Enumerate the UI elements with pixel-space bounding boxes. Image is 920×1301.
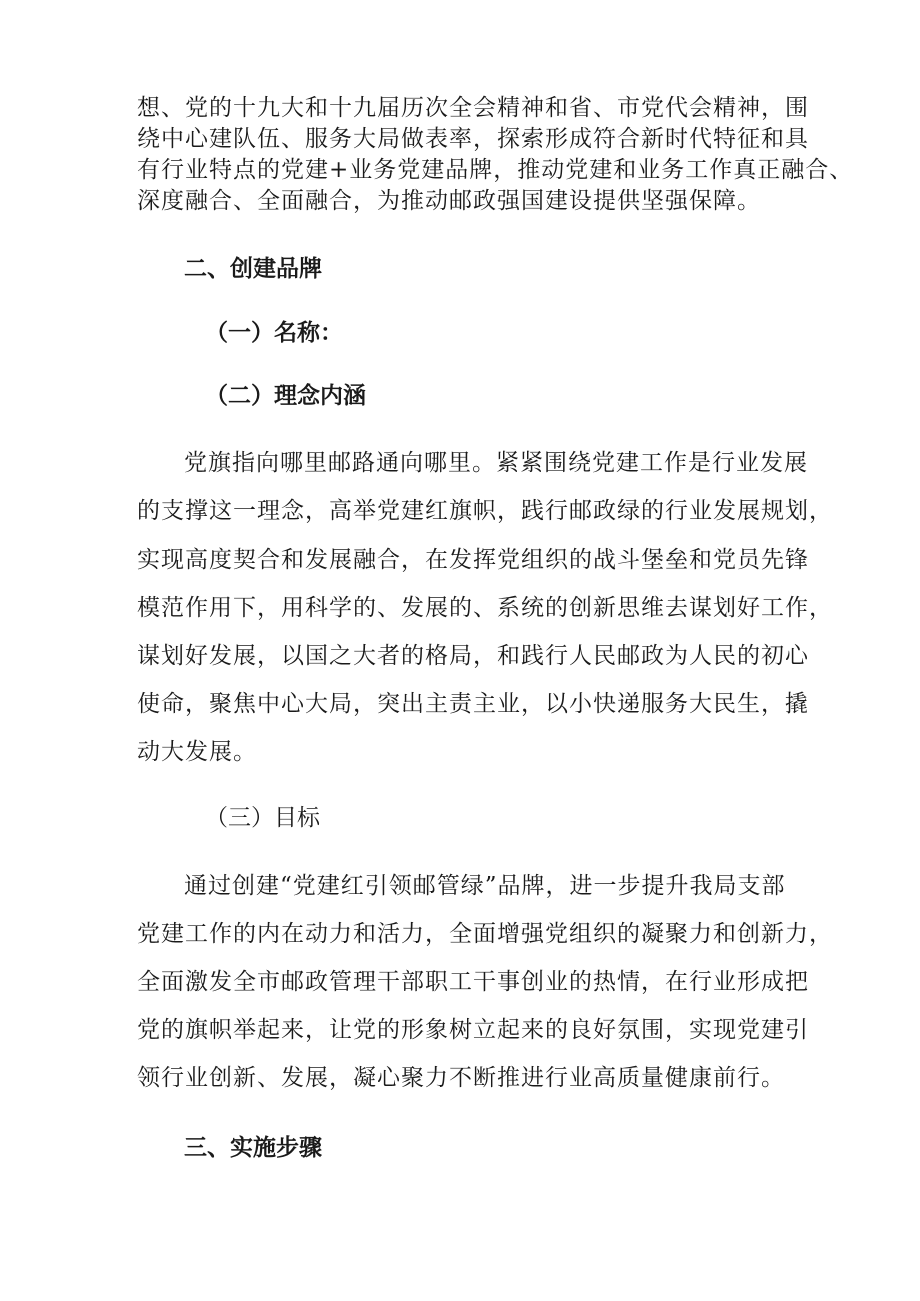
paragraph-line: 动大发展。 (137, 739, 257, 765)
paragraph-line: 使命，聚焦中心大局，突出主责主业，以小快递服务大民生，撬 (137, 691, 809, 717)
paragraph-line: 通过创建“党建红引领邮管绿”品牌，进一步提升我局支部 (184, 873, 786, 899)
subsection-heading-goal: （三）目标 (205, 805, 320, 831)
intro-line: 绕中心建队伍、服务大局做表率，探索形成符合新时代特征和具 (137, 126, 809, 152)
intro-line: 想、党的十九大和十九届历次全会精神和省、市党代会精神，围 (137, 95, 809, 121)
subsection-heading-concept: （二）理念内涵 (205, 383, 366, 409)
subsection-heading-name: （一）名称： (205, 320, 343, 346)
paragraph-line: 党的旗帜举起来，让党的形象树立起来的良好氛围，实现党建引 (137, 1017, 809, 1043)
paragraph-line: 全面激发全市邮政管理干部职工干事创业的热情，在行业形成把 (137, 969, 809, 995)
intro-line: 有行业特点的党建+业务党建品牌，推动党建和业务工作真正融合、 (137, 157, 854, 183)
paragraph-line: 实现高度契合和发展融合，在发挥党组织的战斗堡垒和党员先锋 (137, 547, 809, 573)
paragraph-line: 的支撑这一理念，高举党建红旗帜，践行邮政绿的行业发展规划， (137, 498, 833, 524)
paragraph-line: 领行业创新、发展，凝心聚力不断推进行业高质量健康前行。 (137, 1065, 785, 1091)
section-heading-create-brand: 二、创建品牌 (184, 256, 322, 282)
paragraph-line: 模范作用下，用科学的、发展的、系统的创新思维去谋划好工作， (137, 595, 833, 621)
paragraph-line: 党建工作的内在动力和活力，全面增强党组织的凝聚力和创新力， (137, 921, 833, 947)
section-heading-implementation-steps: 三、实施步骤 (184, 1135, 322, 1161)
paragraph-line: 谋划好发展，以国之大者的格局，和践行人民邮政为人民的初心 (137, 643, 809, 669)
paragraph-line: 党旗指向哪里邮路通向哪里。紧紧围绕党建工作是行业发展 (184, 450, 808, 476)
intro-line: 深度融合、全面融合，为推动邮政强国建设提供坚强保障。 (137, 188, 761, 214)
